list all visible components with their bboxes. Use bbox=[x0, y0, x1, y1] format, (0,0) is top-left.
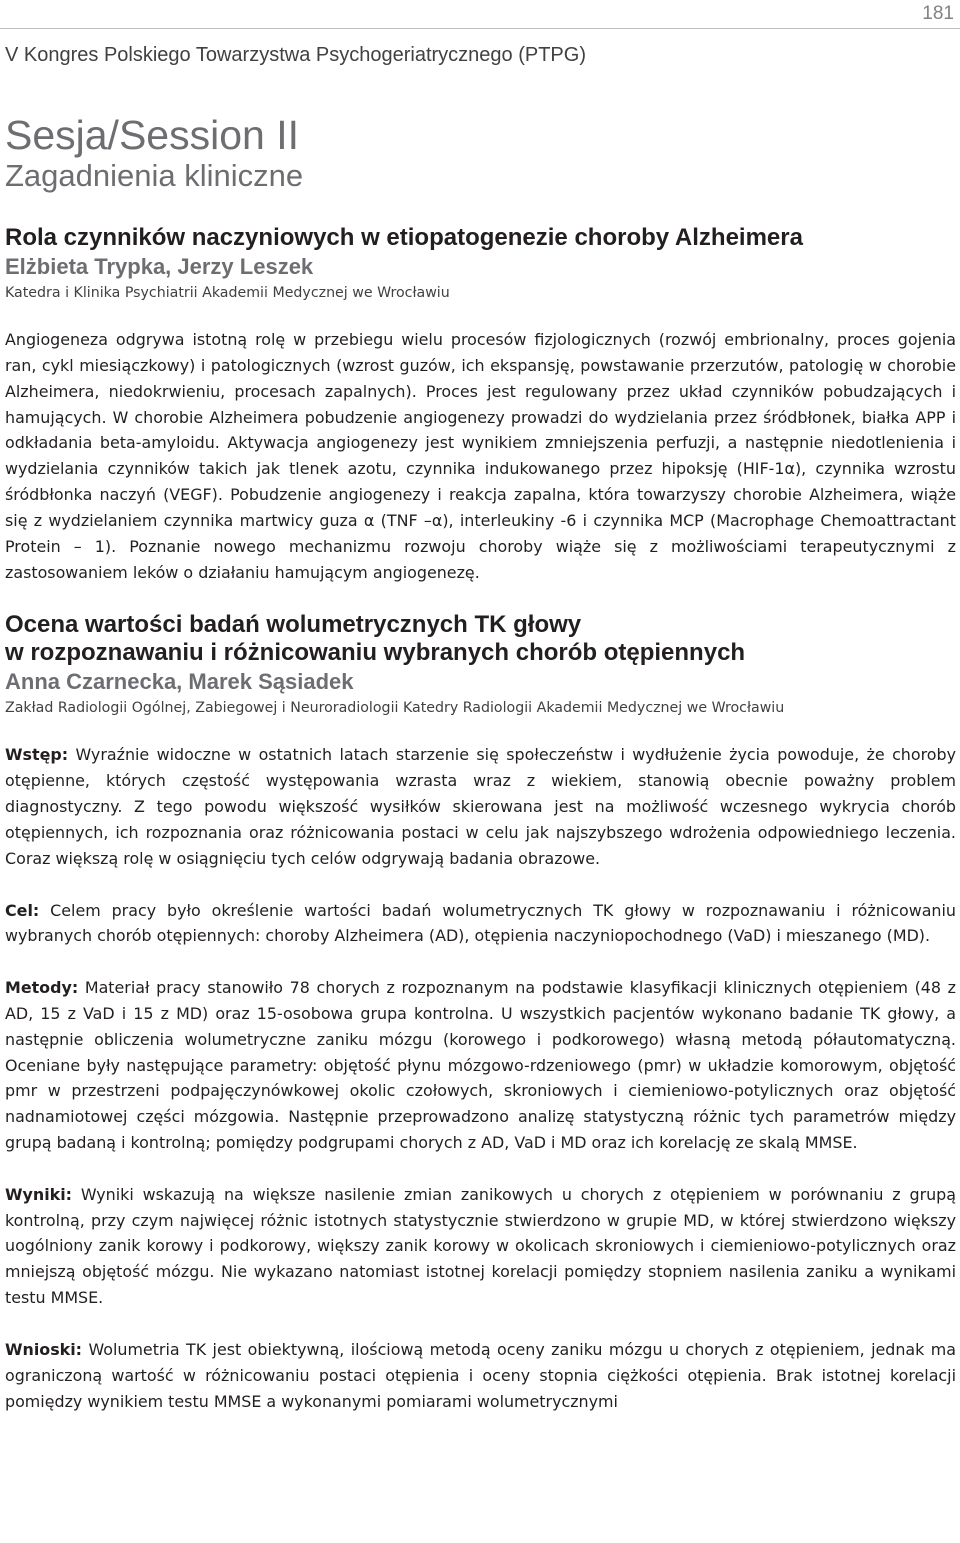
article-authors: Anna Czarnecka, Marek Sąsiadek bbox=[5, 669, 354, 695]
paragraph-label: Wnioski: bbox=[5, 1339, 83, 1359]
paragraph-text: Celem pracy było określenie wartości badań wolumetrycznych TK głowy w rozpoznawaniu i różnicowaniu wybranych chorób otępiennych: choroby Alzheimera (AD), otępienia naczyniopochodnego (VaD) i mieszanego (MD). bbox=[5, 900, 956, 946]
paragraph-label: Cel: bbox=[5, 900, 40, 920]
session-subtitle: Zagadnienia kliniczne bbox=[5, 158, 304, 193]
session-heading bbox=[5, 112, 303, 194]
paragraph-label: Metody: bbox=[5, 978, 79, 998]
paragraph-label: Wstęp: bbox=[5, 745, 69, 765]
article-title-line-2: w rozpoznawaniu i różnicowaniu wybranych chorób otępiennych bbox=[5, 639, 746, 667]
article-authors: Elżbieta Trypka, Jerzy Leszek bbox=[5, 254, 314, 279]
running-header: V Kongres Polskiego Towarzystwa Psychogeriatrycznego (PTPG) bbox=[5, 44, 586, 66]
session-title: Sesja/Session II bbox=[5, 112, 299, 158]
article-title-line-1: Ocena wartości badań wolumetrycznych TK głowy bbox=[5, 611, 582, 639]
article-affiliation: Zakład Radiologii Ogólnej, Zabiegowej i Neuroradiologii Katedry Radiologii Akademii Medycznej we Wrocławiu bbox=[5, 700, 785, 717]
paragraph-text: Wyniki wskazują na większe nasilenie zmian zanikowych u chorych z otępieniem w porównaniu z grupą kontrolną, przy czym najwięcej różnic istotnych statystycznie stwierdzono w grupie MD, w której stwierdzono większy uogólniony zanik korowy i podkorowy, większy zanik korowy w okolicach skroniowych i ciemieniowo-potylicznych oraz mniejszą objętość mózgu. Nie wykazano natomiast istotnej korelacji pomiędzy stopniem nasilenia zaniku a wynikami testu MMSE. bbox=[5, 1184, 956, 1308]
article-title: Rola czynników naczyniowych w etiopatogenezie choroby Alzheimera bbox=[5, 224, 803, 251]
paragraph-text: Angiogeneza odgrywa istotną rolę w przebiegu wielu procesów fizjologicznych (rozwój embrionalny, proces gojenia ran, cykl miesiączkowy) i patologicznych (wzrost guzów, ich ekspansję, powstawanie przerzutów, patologię w chorobie Alzheimera, niedokrwieniu, procesach zapalnych). Proces jest regulowany przez układ czynników pobudzających i hamujących. W chorobie Alzheimera pobudzenie angiogenezy prowadzi do wydzielania przez śródbłonek, białka APP i odkładania beta-amyloidu. Aktywacja angiogenezy jest wynikiem zmniejszenia perfuzji, a następnie niedotlenienia i wydzielania czynników takich jak tlenek azotu, czynnika indukowanego przez hipoksję (HIF-1α), czynnika wzrostu śródbłonka naczyń (VEGF). Pobudzenie angiogenezy i reakcja zapalna, która towarzyszy chorobie Alzheimera, wiąże się z wydzielaniem czynnika martwicy guza α (TNF –α), interleukiny -6 i czynnika MCP (Macrophage Chemoattractant Protein – 1). Poznanie nowego mechanizmu rozwoju choroby wiąże się z możliwościami terapeutycznymi z zastosowaniem leków o działaniu hamującym angiogenezę. bbox=[5, 330, 956, 582]
paragraph-methods bbox=[5, 975, 956, 1156]
paragraph-text: Materiał pracy stanowiło 78 chorych z rozpoznanym na podstawie klasyfikacji klinicznych otępieniem (48 z AD, 15 z VaD i 15 z MD) oraz 15-osobowa grupa kontrolna. U wszystkich pacjentów wykonano badanie TK głowy, a następnie obliczenia wolumetryczne zaniku mózgu (korowego i podkorowego) własną metodą półautomatyczną. Oceniane były następujące parametry: objętość płynu mózgowo-rdzeniowego (pmr) w układzie komorowym, objętość pmr w przestrzeni podpajęczynówkowej okolic czołowych, skroniowych i ciemieniowo-potylicznych oraz objętość nadnamiotowej części mózgowia. Następnie przeprowadzono analizę statystyczną różnic tych parametrów między grupą badaną i kontrolną; pomiędzy podgrupami chorych z AD, VaD i MD oraz ich korelację ze skalą MMSE. bbox=[5, 978, 956, 1153]
article-title bbox=[5, 611, 956, 667]
paragraph-text: Wyraźnie widoczne w ostatnich latach starzenie się społeczeństw i wydłużenie życia powoduje, że choroby otępienne, których częstość występowania wzrasta wraz z wiekiem, stanowią obecnie poważny problem diagnostyczny. Z tego powodu większość wysiłków skierowana jest na możliwość wczesnego wykrycia chorób otępiennych, ich rozpoznania oraz różnicowania postaci w celu jak najszybszego wdrożenia odpowiedniego leczenia. Coraz większą rolę w osiągnięciu tych celów odgrywają badania obrazowe. bbox=[5, 745, 956, 868]
abstract-paragraph bbox=[5, 327, 956, 585]
page-content bbox=[5, 224, 956, 1414]
article-affiliation: Katedra i Klinika Psychiatrii Akademii Medycznej we Wrocławiu bbox=[5, 285, 450, 301]
paragraph-conclusions bbox=[5, 1337, 956, 1415]
page-number: 181 bbox=[922, 3, 954, 24]
paragraph-label: Wyniki: bbox=[5, 1184, 73, 1204]
paragraph-aim bbox=[5, 898, 956, 950]
paragraph-results bbox=[5, 1182, 956, 1311]
article-ct-volumetry bbox=[5, 611, 956, 1414]
paragraph-text: Wolumetria TK jest obiektywną, ilościową metodą oceny zaniku mózgu u chorych z otępieniem, jednak ma ograniczoną wartość w różnicowaniu postaci otępienia i oceny stopnia ciężkości otępienia. Brak istotnej korelacji pomiędzy wynikiem testu MMSE a wykonanymi pomiarami wolumetrycznymi bbox=[5, 1339, 956, 1411]
article-vascular-factors bbox=[5, 224, 956, 585]
paragraph-introduction bbox=[5, 742, 956, 871]
header-rule bbox=[0, 28, 960, 29]
